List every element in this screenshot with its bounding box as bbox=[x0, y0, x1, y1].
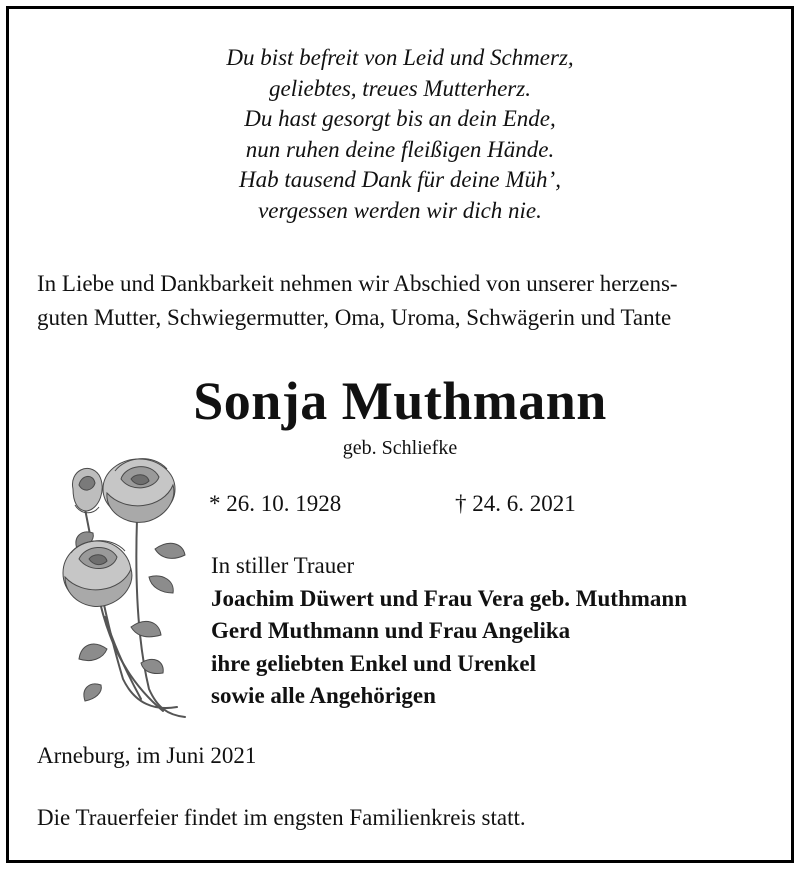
poem-line: geliebtes, treues Mutterherz. bbox=[269, 75, 531, 101]
poem-line: Du hast gesorgt bis an dein Ende, bbox=[244, 106, 556, 131]
birth-name: geb. Schliefke bbox=[342, 437, 458, 459]
birth-date: * 26. 10. 1928 bbox=[209, 491, 342, 516]
poem-line: Hab tausend Dank für deine Müh’, bbox=[239, 167, 561, 192]
mourner-name: ihre geliebten Enkel und Urenkel bbox=[211, 650, 537, 676]
funeral-note: Die Trauerfeier findet im engsten Familienkreis statt. bbox=[37, 805, 526, 830]
poem bbox=[9, 43, 791, 226]
intro-line: guten Mutter, Schwiegermutter, Oma, Uroma, Schwägerin und Tante bbox=[37, 305, 672, 330]
mourners-block bbox=[211, 550, 687, 713]
place-date: Arneburg, im Juni 2021 bbox=[37, 743, 257, 768]
obituary-frame bbox=[6, 6, 794, 863]
death-date: † 24. 6. 2021 bbox=[455, 491, 576, 516]
intro-line: In Liebe und Dankbarkeit nehmen wir Abschied von unserer herzens- bbox=[37, 271, 678, 296]
poem-line: Du bist befreit von Leid und Schmerz, bbox=[226, 45, 574, 70]
poem-line: nun ruhen deine fleißigen Hände. bbox=[245, 136, 555, 162]
intro-text bbox=[37, 267, 777, 335]
mourners-heading: In stiller Trauer bbox=[211, 553, 355, 578]
deceased-name: Sonja Muthmann bbox=[193, 371, 607, 431]
mourner-name: Gerd Muthmann und Frau Angelika bbox=[211, 618, 571, 643]
mourner-name: Joachim Düwert und Frau Vera geb. Muthmann bbox=[211, 585, 688, 611]
mourner-name: sowie alle Angehörigen bbox=[211, 683, 436, 708]
poem-line: vergessen werden wir dich nie. bbox=[258, 197, 542, 223]
roses-illustration-icon bbox=[45, 449, 195, 721]
